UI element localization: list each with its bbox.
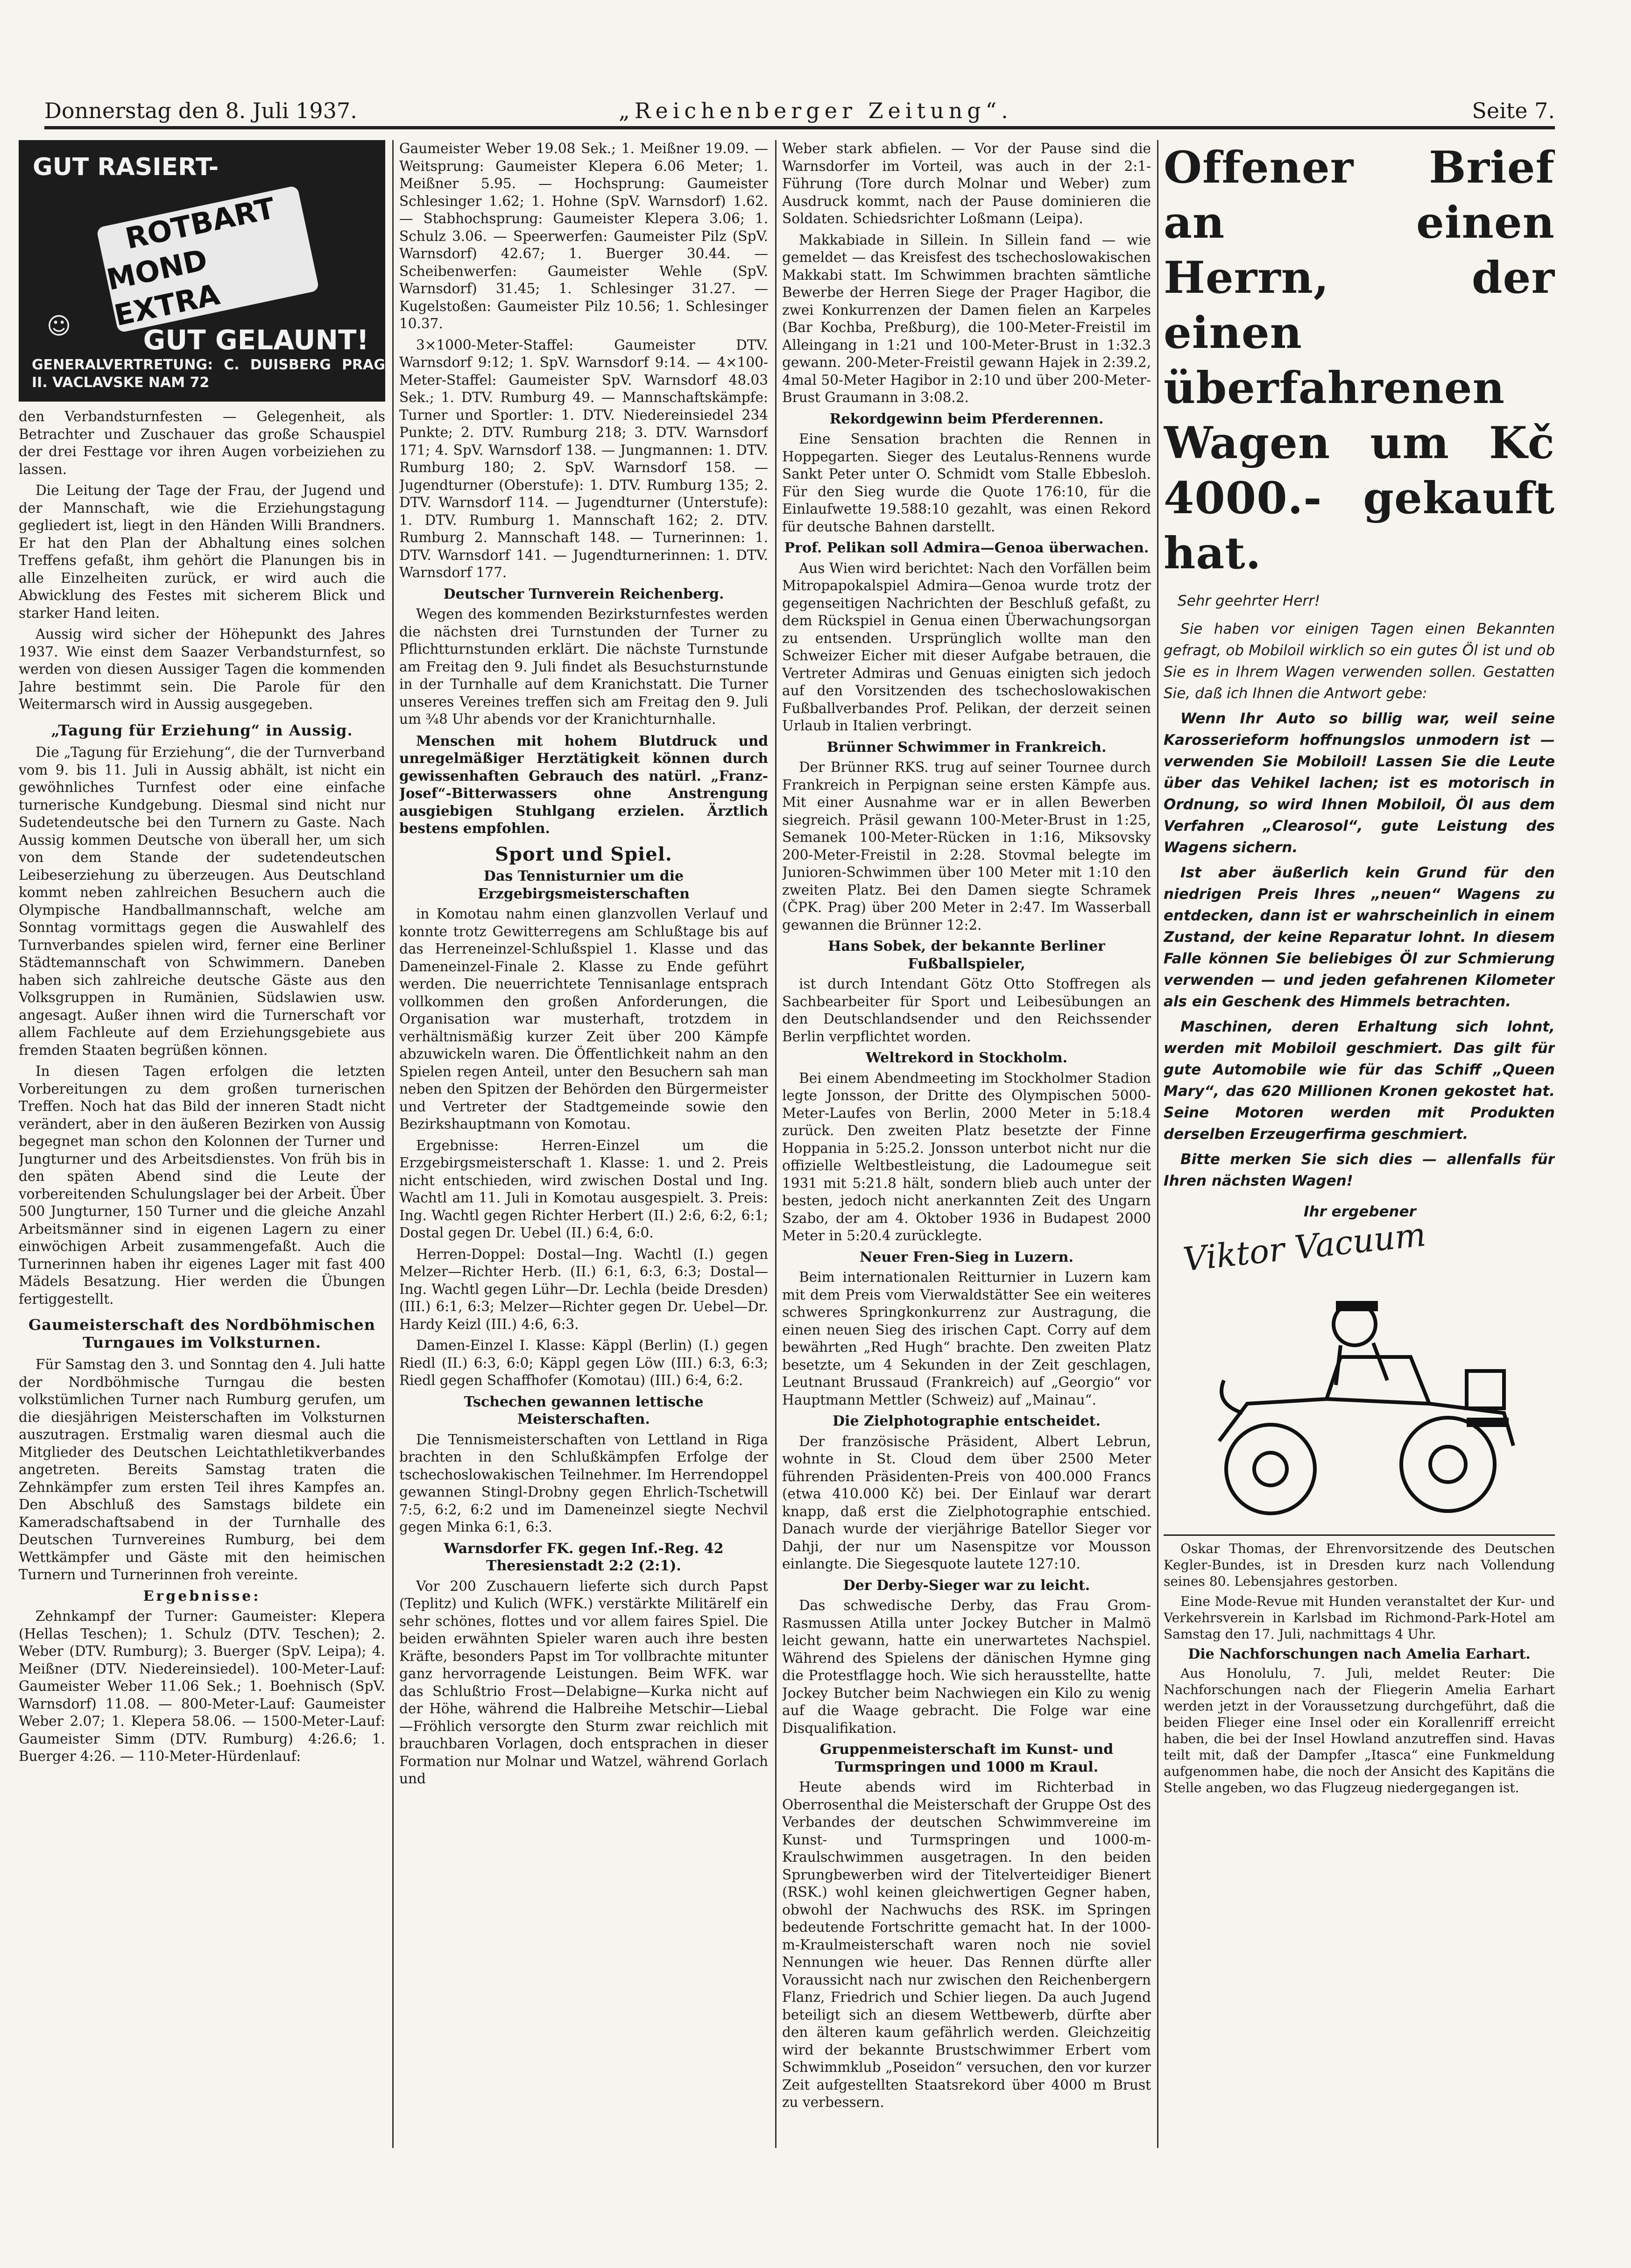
masthead — [44, 93, 1555, 129]
rotbart-ad — [19, 140, 385, 402]
ad-salutation: Sehr geehrter Herr! — [1178, 593, 1320, 609]
column-1 — [19, 140, 385, 2153]
paragraph: Eine Sensation brachten die Rennen in Hoppegarten. Sieger des Leutalus-Rennens wurde Sankt Peter unter O. Schmidt vom Stalle Ebbesloh. Für den Sieg wurde die Quote 176:10, für die Einlaufwette 19.588:10 gezahlt, was einen Rekord für deutsche Bahnen darstellt. — [782, 431, 1151, 535]
paragraph: Wegen des kommenden Bezirksturnfestes werden die nächsten drei Turnstunden der Turner zu Pflichtturnstunden erklärt. Die nächste Turnstunde am Freitag den 9. Juli findet als Besuchsturnstunde in der Turnhalle auf dem Kranichstatt. Die Turner unseres Vereines treffen sich am Freitag den 9. Juli um ¾8 Uhr abends vor der Kranichturnhalle. — [399, 606, 768, 727]
ad-brand-line1: ROTBART — [122, 191, 278, 256]
paragraph: Aus Wien wird berichtet: Nach den Vorfällen beim Mitropapokalspiel Admira—Genoa wurde trotz der gegenseitigen Nachrichten der Beschluß gefaßt, zu dem Rückspiel in Genua einen Überwachungsorgan zu entsenden. Ursprünglich wollte man den Schweizer Eicher mit dieser Aufgabe betrauen, die Vertreter Admiras und Genuas einigten sich jedoch auf den Vorsitzenden des tschechoslowakischen Fußballverbandes Prof. Pelikan, der derzeit seinen Urlaub in Italien verbringt. — [782, 560, 1151, 734]
paragraph: Aus Honolulu, 7. Juli, meldet Reuter: Die Nachforschungen nach der Fliegerin Amelia Earhart werden jetzt in der Voraussetzung durchgeführt, daß die beiden Flieger eine Insel oder ein Korallenriff erreicht haben, die bei der Insel Howland anzutreffen sind. Havas teilt mit, daß der Dampfer „Itasca“ eine Funkmeldung aufgenommen habe, die noch der Ansicht des Kapitäns die Stelle angeben, wo das Flugzeug niedergegangen ist. — [1164, 1665, 1555, 1795]
column-rule — [392, 140, 394, 2148]
headline: Das Tennisturnier um die Erzgebirgsmeisterschaften — [478, 868, 690, 902]
headline: Warnsdorfer FK. gegen Inf.-Reg. 42 Theresienstadt 2:2 (2:1). — [444, 1540, 724, 1574]
headline: Brünner Schwimmer in Frankreich. — [826, 739, 1107, 756]
paragraph: Der französische Präsident, Albert Lebrun, wohnte in St. Cloud dem über 2500 Meter führenden Präsidenten-Preis von 400.000 Francs (etwa 410.000 Kč) bei. Der Einlauf war derart knapp, daß erst die Zielphotographie entschied. Danach wurde der vierjährige Batellor Sieger vor Dahji, der nur um Nasenspitze vor Mousson einlangte. Die Siegesquote lautete 127:10. — [782, 1433, 1151, 1572]
headline: Rekordgewinn beim Pferderennen. — [829, 410, 1104, 427]
column-4 — [1164, 140, 1555, 2241]
paragraph: Zehnkampf der Turner: Gaumeister: Klepera (Hellas Teschen); 1. Schulz (DTV. Teschen); 2. Weber (DTV. Rumburg); 3. Buerger (SpV. Leipa); 4. Meißner (DTV. Niedereinsiedel). 100-Meter-Lauf: Gaumeister Weber 11.06 Sek.; 1. Boehnisch (SpV. Warnsdorf) 11.08. — 800-Meter-Lauf: Gaumeister Weber 2.07; 1. Klepera 58.06. — 1500-Meter-Lauf: Gaumeister Simm (DTV. Rumburg) 4:26.6; 1. Buerger 4:26. — 110-Meter-Hürdenlauf: — [19, 1608, 385, 1764]
paragraph: Oskar Thomas, der Ehrenvorsitzende des Deutschen Kegler-Bundes, ist in Dresden kurz nach Vollendung seines 80. Lebensjahres gestorben. — [1164, 1540, 1555, 1589]
paragraph: Das schwedische Derby, das Frau Grom-Rasmussen Atilla unter Jockey Butcher in Malmö leicht gewann, hatte ein unerwartetes Nachspiel. Während des Spielens der dänischen Hymne ging die Protestflagge hoch. Wie sich herausstellte, hatte Jockey Butcher beim Nachwiegen ein Kilo zu wenig auf die Waage gebracht. Die Folge war eine Disqualifikation. — [782, 1597, 1151, 1736]
headline: Die Nachforschungen nach Amelia Earhart. — [1188, 1646, 1531, 1662]
old-car-illustration-icon — [1186, 1264, 1532, 1525]
paragraph: In diesen Tagen erfolgen die letzten Vorbereitungen zu dem großen turnerischen Treffen. Noch hat das Bild der inneren Stadt nicht verändert, aber in den äußeren Bezirken von Aussig begegnet man schon den Kolonnen der Turner und Jungturner und des Arbeitsdienstes. Von früh bis in den späten Abend sind die Leute der vorbereitenden Schulungslager bei der Arbeit. Über 500 Jungturner, 150 Turner und die gleiche Anzahl Arbeitsmänner sind in eigenen Lagern zu einer einwöchigen Arbeit zusammengefaßt. Auch die Turnerinnen haben ihr eigenes Lager mit fast 400 Mädels Besatzung. Hier werden die Übungen fertiggestellt. — [19, 1063, 385, 1307]
paragraph: Für Samstag den 3. und Sonntag den 4. Juli hatte der Nordböhmische Turngau die besten volkstümlichen Turner nach Rumburg gerufen, um die diesjährigen Meisterschaften im Volksturnen auszutragen. Erstmalig waren diesmal auch die Mitglieder des Deutschen Leichtathletikverbandes angetreten. Bereits Samstag traten die Zehnkämpfer zum ersten Teil ihres Kampfes an. Den Abschluß des Samstags bildete ein Kameradschaftsabend in der Turnhalle des Deutschen Turnvereines Rumburg, bei dem Wettkämpfer und Gäste mit den heimischen Turnern und Turnerinnen froh vereinte. — [19, 1357, 385, 1583]
column-2 — [399, 140, 768, 2153]
subheadline: Ergebnisse: — [143, 1588, 261, 1604]
paragraph: Eine Mode-Revue mit Hunden veranstaltet der Kur- und Verkehrsverein in Karlsbad im Richmond-Park-Hotel am Samstag den 17. Juli, nachmittags 4 Uhr. — [1164, 1593, 1555, 1642]
headline: „Tagung für Erziehung“ in Aussig. — [51, 721, 353, 739]
issue-date: Donnerstag den 8. Juli 1937. — [44, 98, 357, 123]
ad-closing: Ihr ergebener — [1304, 1203, 1416, 1220]
paragraph: 3×1000-Meter-Staffel: Gaumeister DTV. Warnsdorf 9:12; 1. SpV. Warnsdorf 9:14. — 4×100-Meter-Staffel: Gaumeister SpV. Warnsdorf 48.03 Sek.; 1. DTV. Rumburg 49. — Mannschaftskämpfe: Turner und Sportler: 1. DTV. Niedereinsiedel 234 Punkte; 2. DTV. Rumburg 218; 3. DTV. Warnsdorf 171; 4. SpV. Warnsdorf 138. — Jungmannen: 1. DTV. Rumburg 180; 2. SpV. Warnsdorf 158. — Jugendturner (Oberstufe): 1. DTV. Rumburg 135; 2. DTV. Warnsdorf 114. — Jugendturner (Unterstufe): 1. DTV. Rumburg 1. Mannschaft 162; 2. DTV. Rumburg 2. Mannschaft 148. — Turnerinnen: 1. DTV. Warnsdorf 141. — Jugendturnerinnen: 1. DTV. Warnsdorf 177. — [399, 337, 768, 580]
headline: Der Derby-Sieger war zu leicht. — [843, 1577, 1090, 1594]
ad-top-slogan: GUT RASIERT- — [33, 153, 219, 181]
paragraph: Bei einem Abendmeeting im Stockholmer Stadion legte Jonsson, der Dritte des Olympischen 5000-Meter-Laufes von Berlin, 2000 Meter in 5:18.4 zurück. Den zweiten Platz besetzte der Finne Hoppania in 5:25.2. Jonsson unterbot nicht nur die offizielle Weltbestleistung, die Ladoumegue seit 1931 mit 5:21.8 hält, sondern blieb auch unter der besten, jedoch nicht anerkannten Zeit des Ungarn Szabo, der am 4. Oktober 1936 in Budapest 2000 Meter in 5:20.4 zurücklegte. — [782, 1070, 1151, 1244]
headline: Gruppenmeisterschaft im Kunst- und Turmspringen und 1000 m Kraul. — [819, 1741, 1114, 1775]
paragraph: den Verbandsturnfesten — Gelegenheit, als Betrachter und Zuschauer das große Schauspiel der drei Festtage vor ihren Augen vorbeiziehen zu lassen. — [19, 409, 385, 477]
paragraph: Ergebnisse: Herren-Einzel um die Erzgebirgsmeisterschaft 1. Klasse: 1. und 2. Preis nicht entschieden, wird zwischen Dostal und Ing. Wachtl am 11. Juli in Komotau ausgespielt. 3. Preis: Ing. Wachtl gegen Richter Herbert (II.) 2:6, 6:2, 6:1; Dostal gegen Dr. Uebel (II.) 6:4, 6:0. — [399, 1137, 768, 1241]
paragraph: Herren-Doppel: Dostal—Ing. Wachtl (I.) gegen Melzer—Richter Herb. (II.) 6:1, 6:3, 6:3; Dostal—Ing. Wachtl gegen Lühr—Dr. Lechla (beide Dresden) (III.) 6:1, 6:3; Melzer—Richter gegen Dr. Uebel—Dr. Hardy Keizl (III.) 4:6, 6:3. — [399, 1246, 768, 1332]
ad-paragraph: Wenn Ihr Auto so billig war, weil seine Karosserieform hoffnungslos unmodern ist — verwenden Sie Mobiloil! Lassen Sie die Leute über das Vehikel lachen; ist es motorisch in Ordnung, so wird Ihnen Mobiloil, Öl aus dem Verfahren „Clearosol“, gute Leistung des Wagens sichern. — [1164, 710, 1555, 856]
ad-bottom-slogan: GUT GELAUNT! — [143, 324, 369, 356]
column-3 — [782, 140, 1151, 2153]
paragraph: Menschen mit hohem Blutdruck und unregelmäßiger Herztätigkeit können durch gewissenhaften Gebrauch des natürl. „Franz-Josef“-Bitterwassers ohne Anstrengung ausgiebigen Stuhlgang erzielen. Ärztlich bestens empfohlen. — [399, 732, 768, 836]
headline: Gaumeisterschaft des Nordböhmischen Turngaues im Volksturnen. — [28, 1316, 375, 1351]
razor-blade-graphic — [96, 185, 319, 333]
paper-title: „Reichenberger Zeitung“. — [619, 98, 1013, 123]
paragraph: Die „Tagung für Erziehung“, die der Turnverband vom 9. bis 11. Juli in Aussig abhält, ist nicht ein gewöhnliches Turnfest oder eine einfache turnerische Kundgebung. Diesmal sind nicht nur Sudetendeutsche bei den Turnern zu Gaste. Nach Aussig kommen Deutsche von überall her, um sich von dem Stande der sudetendeutschen Leibeserziehung zu überzeugen. Aus Deutschland kommt neben zahlreichen Besuchern auch die Olympische Handballmannschaft, welche am Sonntag vormittags gegen die Auswahlelf des Turnverbandes spielen wird, ferner eine Berliner Städtemannschaft von Schwimmern. Daneben haben sich zahlreiche deutsche Gäste aus den Volksgruppen in Rumänien, Südslawien usw. angesagt. Außer ihnen wird die Turnerschaft vor allem Fachleute auf dem Erziehungsgebiete aus fremden Staaten begrüßen können. — [19, 744, 385, 1058]
paragraph: Damen-Einzel I. Klasse: Käppl (Berlin) (I.) gegen Riedl (II.) 6:3, 6:0; Käppl gegen Löw (III.) 6:3, 6:3; Riedl gegen Schaffhofer (Komotau) (III.) 6:4, 6:2. — [399, 1337, 768, 1388]
news-box — [1164, 1534, 1555, 1796]
paragraph: ist durch Intendant Götz Otto Stoffregen als Sachbearbeiter für Sport und Leibesübungen an den Deutschlandsender und den Reichssender Berlin verpflichtet worden. — [782, 976, 1151, 1045]
column-rule — [1157, 140, 1158, 2148]
shaving-face-icon: ☺ — [47, 312, 71, 339]
paragraph: Die Leitung der Tage der Frau, der Jugend und der Mannschaft, wie die Erziehungstagung gegliedert ist, liegt in den Händen Willi Brandners. Er hat den Plan der Abhaltung eines solchen Treffens gefaßt, ihm gehört die Planungen bis in alle Einzelheiten zurück, er wird auch die Abwicklung des Festes mit sicherem Blick und starker Hand leiten. — [19, 482, 385, 621]
headline: Tschechen gewannen lettische Meisterschaften. — [464, 1393, 704, 1427]
headline: Prof. Pelikan soll Admira—Genoa überwachen. — [784, 540, 1149, 556]
page-number: Seite 7. — [1472, 98, 1555, 123]
headline: Die Zielphotographie entscheidet. — [833, 1413, 1101, 1429]
paragraph: Beim internationalen Reitturnier in Luzern kam mit dem Preis vom Vierwaldstätter See ein weiteres schweres Springkonkurrenz zur Austragung, die einen neuen Sieg des irischen Capt. Corry auf dem bewährten „Red Hugh“ brachte. Den zweiten Platz besetzte, um 4 Sekunden in der Zeit geschlagen, Leutnant Brussaud (Frankreich) auf „Georgio“ vor Hauptmann Mettler (Schweiz) auf „Mainau“. — [782, 1269, 1151, 1408]
paragraph: in Komotau nahm einen glanzvollen Verlauf und konnte trotz Gewitterregens am Schlußtage bis auf das Herreneinzel-Schlußspiel 1. Klasse und das Dameneinzel-Finale 2. Klasse zu Ende geführt werden. Die neuerrichtete Tennisanlage entsprach vollkommen den großen Anforderungen, die Organisation war musterhaft, trotzdem in verhältnismäßig kurzer Zeit über 200 Kämpfe abzuwickeln waren. Die Öffentlichkeit nahm an den Spielen regen Anteil, unter den Besuchern sah man neben den Spitzen der Behörden den Bürgermeister und Vertreter der Stadtgemeinde sowie den Bezirkshauptmann von Komotau. — [399, 906, 768, 1132]
ad-agency: GENERALVERTRETUNG: C. DUISBERG PRAG II. VACLAVSKE NAM 72 — [32, 357, 385, 391]
ad-brand-line2: MOND EXTRA — [104, 242, 223, 333]
ad-paragraph: Bitte merken Sie sich dies — allenfalls für Ihren nächsten Wagen! — [1164, 1151, 1555, 1189]
mobiloil-headline: Offener Brief an einen Herrn, der einen überfahrenen Wagen um Kč 4000.- gekauft hat. — [1164, 142, 1555, 579]
headline: Neuer Fren-Sieg in Luzern. — [860, 1249, 1073, 1265]
paragraph: Der Brünner RKS. trug auf seiner Tournee durch Frankreich in Perpignan seine ersten Kämpfe aus. Mit einer Ausnahme war er in allen Bewerben siegreich. Präsil gewann 100-Meter-Brust in 1:25, Semanek 100-Meter-Rücken in 1:16, Miksovsky 200-Meter-Freistil in 2:28. Stovmal belegte im Junioren-Schwimmen über 100 Meter mit 1:10 den zweiten Platz. Bei den Damen siegte Schramek (ČPK. Prag) über 200 Meter in 2:47. Im Wasserball gewannen die Brünner 12:2. — [782, 759, 1151, 933]
ad-paragraph: Maschinen, deren Erhaltung sich lohnt, werden mit Mobiloil geschmiert. Das gilt für gute Automobile wie für das Schiff „Queen Mary“, das 620 Millionen Kronen gekostet hat. Seine Motoren werden mit Produkten derselben Erzeugerfirma geschmiert. — [1164, 1018, 1555, 1143]
section-title: Sport und Spiel. — [495, 843, 672, 865]
paragraph: Aussig wird sicher der Höhepunkt des Jahres 1937. Wie einst dem Saazer Verbandsturnfest, so werden von diesen Aussiger Tagen die kommenden Jahre bestimmt sein. Die Parole für den Weitermarsch wird in Aussig ausgegeben. — [19, 626, 385, 712]
headline: Deutscher Turnverein Reichenberg. — [443, 586, 724, 602]
column-rule — [775, 140, 777, 2148]
headline: Hans Sobek, der bekannte Berliner Fußballspieler, — [828, 938, 1105, 972]
ad-signature: Viktor Vacuum — [1181, 1215, 1428, 1279]
paragraph: Vor 200 Zuschauern lieferte sich durch Papst (Teplitz) und Kulich (WFK.) verstärkte Militärelf ein sehr schönes, flottes und vor allem faires Spiel. Die beiden erwähnten Spieler waren auch ihre besten Kräfte, besonders Papst im Tor vollbrachte mitunter ganz hervorragende Leistungen. Beim WFK. war das Schlußtrio Frost—Delabigne—Kurka nicht auf der Höhe, während die Halbreihe Metschir—Liebal—Fröhlich versorgte den Sturm zwar reichlich mit brauchbaren Vorlagen, doch entsprachen in dieser Formation nur Molnar und Watzel, während Gorlach und — [399, 1578, 768, 1787]
ad-paragraph: Ist aber äußerlich kein Grund für den niedrigen Preis Ihres „neuen“ Wagens zu entdecken, dann ist er wahrscheinlich in einem Zustand, der keine Reparatur lohnt. In diesem Falle können Sie beliebiges Öl zur Schmierung verwenden — und jeden gefahrenen Kilometer als ein Geschenk des Himmels betrachten. — [1164, 864, 1555, 1010]
paragraph: Die Tennismeisterschaften von Lettland in Riga brachten in den Schlußkämpfen Erfolge der tschechoslowakischen Teilnehmer. Im Herrendoppel gewannen Stingl-Drobny gegen Ehrlich-Tschetwill 7:5, 6:2, 6:2 und im Dameneinzel siegte Nechvil gegen Minka 6:1, 6:3. — [399, 1431, 768, 1535]
headline: Weltrekord in Stockholm. — [865, 1050, 1068, 1066]
paragraph: Gaumeister Weber 19.08 Sek.; 1. Meißner 19.09. — Weitsprung: Gaumeister Klepera 6.06 Meter; 1. Meißner 5.95. — Hochsprung: Gaumeister Schlesinger 1.62; 1. Hohne (SpV. Warnsdorf) 1.62. — Stabhochsprung: Gaumeister Klepera 3.06; 1. Schulz 3.06. — Speerwerfen: Gaumeister Pilz (SpV. Warnsdorf) 42.67; 1. Buerger 30.44. — Scheibenwerfen: Gaumeister Wehle (SpV. Warnsdorf) 31.45; 1. Schlesinger 31.27. — Kugelstoßen: Gaumeister Pilz 10.56; 1. Schlesinger 10.37. — [399, 141, 768, 332]
ad-paragraph: Sie haben vor einigen Tagen einen Bekannten gefragt, ob Mobiloil wirklich so ein gutes Öl ist und ob Sie es in Ihrem Wagen verwenden sollen. Gestatten Sie, daß ich Ihnen die Antwort gebe: — [1164, 621, 1555, 702]
paragraph: Makkabiade in Sillein. In Sillein fand — wie gemeldet — das Kreisfest des tschechoslowakischen Makkabi statt. Im Schwimmen brachten sämtliche Bewerbe der Herren Siege der Prager Hagibor, die zwei Konkurrenzen der Damen fielen an Karpeles (Bar Kochba, Preßburg), die 100-Meter-Freistil im Alleingang in 1:21 und 100-Meter-Brust in 1:32.3 gewann. 200-Meter-Freistil gewann Hajek in 2:39.2, 4mal 50-Meter Hagibor in 2:10 und über 200-Meter-Brust Graumann in 3:08.2. — [782, 232, 1151, 405]
paragraph: Heute abends wird im Richterbad in Oberrosenthal die Meisterschaft der Gruppe Ost des Verbandes der deutschen Schwimmvereine im Kunst- und Turmspringen und 1000-m-Kraulschwimmen ausgetragen. In den beiden Sprungbewerben wird der Titelverteidiger Bienert (RSK.) wohl keinen gleichwertigen Gegner haben, obwohl der Nachwuchs des RSK. im Springen bedeutende Fortschritte gemacht hat. In der 1000-m-Kraulmeisterschaft waren noch nie soviel Nennungen wie heuer. Das Rennen dürfte aller Voraussicht nach nur zwischen den Reichenbergern Flanz, Friedrich und Schier liegen. Da auch Jugend beteiligt sich an diesem Wettbewerb, dürfte aber den älteren kaum gefährlich werden. Gleichzeitig wird der bekannte Brustschwimmer Erbert vom Schwimmklub „Poseidon“ versuchen, den vor kurzer Zeit aufgestellten Staatsrekord über 4000 m Brust zu verbessern. — [782, 1779, 1151, 2110]
paragraph: Weber stark abfielen. — Vor der Pause sind die Warnsdorfer im Vorteil, was auch in der 2:1-Führung (Tore durch Molnar und Weber) zum Ausdruck kommt, nach der Pause dominieren die Soldaten. Schiedsrichter Loßmann (Leipa). — [782, 141, 1151, 226]
